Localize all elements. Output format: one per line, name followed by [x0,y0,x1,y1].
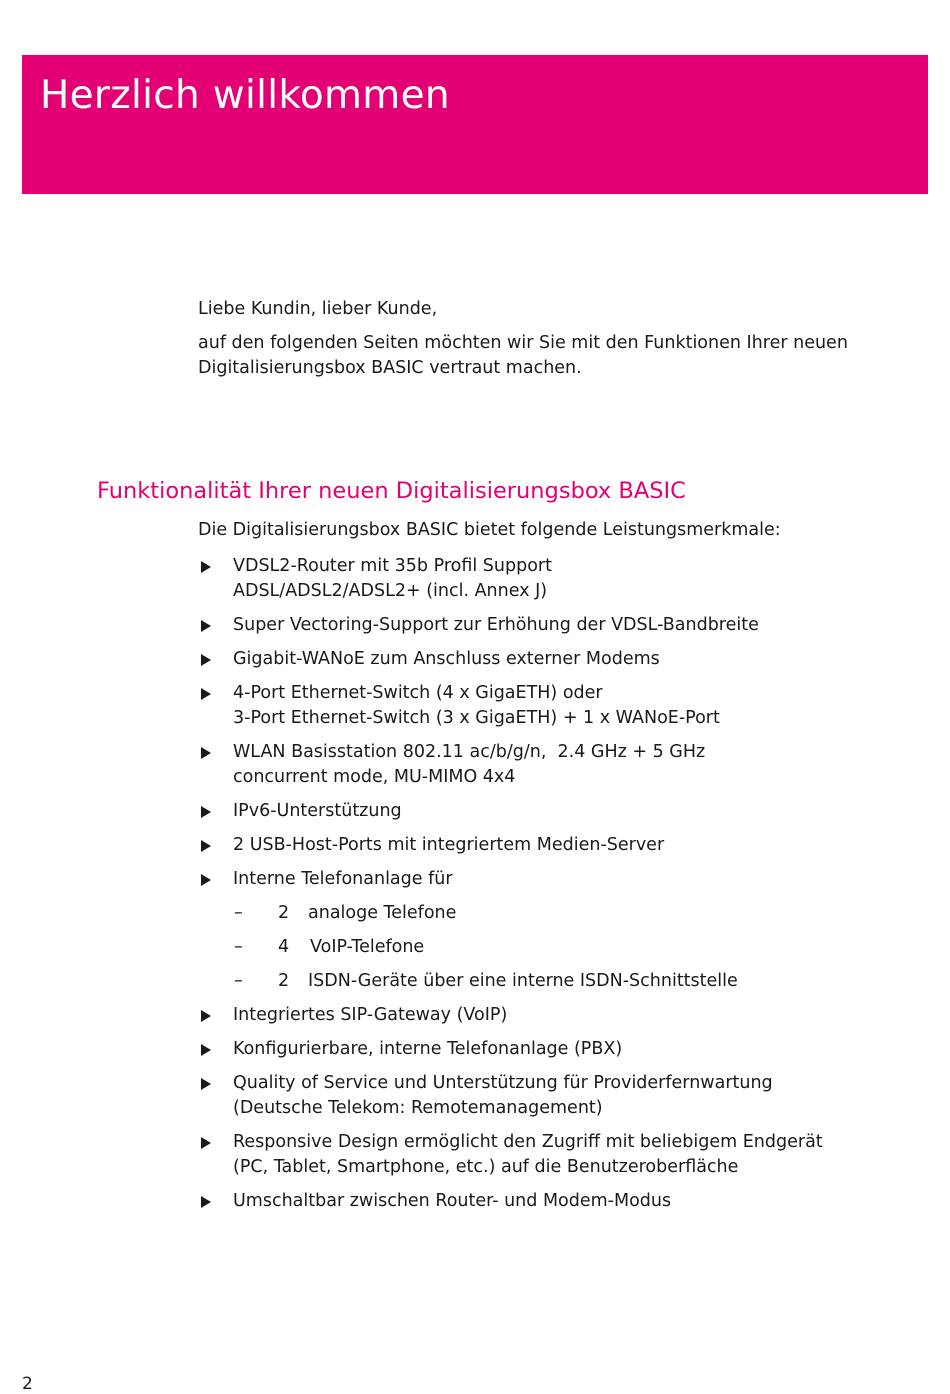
feature-line: (PC, Tablet, Smartphone, etc.) auf die Benutzeroberfläche [233,1157,739,1177]
feature-item [198,1071,918,1121]
triangle-bullet-icon [201,874,211,886]
feature-line: Konfigurierbare, interne Telefonanlage (PBX) [233,1039,623,1059]
intro-line: auf den folgenden Seiten möchten wir Sie mit den Funktionen Ihrer neuen [198,333,848,353]
triangle-bullet-icon [201,688,211,700]
feature-line: Super Vectoring-Support zur Erhöhung der VDSL-Bandbreite [233,615,759,635]
feature-item [198,681,918,731]
feature-line: VDSL2-Router mit 35b Profil Support [233,556,552,576]
intro-paragraph [198,331,918,381]
feature-line: Responsive Design ermöglicht den Zugriff mit beliebigem Endgerät [233,1132,823,1152]
triangle-bullet-icon [201,1044,211,1056]
feature-line: 3-Port Ethernet-Switch (3 x GigaETH) + 1 x WANoE-Port [233,708,720,728]
triangle-bullet-icon [201,1078,211,1090]
feature-item [198,1003,918,1028]
triangle-bullet-icon [201,1196,211,1208]
telephony-subitem [198,969,918,994]
dash-bullet: – [234,937,243,957]
device-count: 4 [278,937,290,957]
feature-line: WLAN Basisstation 802.11 ac/b/g/n, 2.4 GHz + 5 GHz [233,742,706,762]
feature-item [198,1189,918,1214]
feature-item [198,740,918,790]
feature-line: Integriertes SIP-Gateway (VoIP) [233,1005,508,1025]
feature-item [198,833,918,858]
section-intro: Die Digitalisierungsbox BASIC bietet folgende Leistungsmerkmale: [198,520,781,540]
feature-line: (Deutsche Telekom: Remotemanagement) [233,1098,603,1118]
intro-line: Digitalisierungsbox BASIC vertraut machen. [198,358,582,378]
feature-line: 4-Port Ethernet-Switch (4 x GigaETH) oder [233,683,603,703]
feature-item [198,1037,918,1062]
device-count: 2 [278,903,290,923]
feature-line: Gigabit-WANoE zum Anschluss externer Modems [233,649,660,669]
feature-line: Quality of Service und Unterstützung für Providerfernwartung [233,1073,773,1093]
header-banner [22,55,928,194]
feature-list [198,554,918,1223]
feature-item [198,867,918,892]
telephony-subitem [198,935,918,960]
triangle-bullet-icon [201,561,211,573]
telephony-subitem [198,901,918,926]
triangle-bullet-icon [201,806,211,818]
feature-line: Umschaltbar zwischen Router- und Modem-Modus [233,1191,672,1211]
feature-line: ADSL/ADSL2/ADSL2+ (incl. Annex J) [233,581,548,601]
triangle-bullet-icon [201,840,211,852]
feature-item [198,554,918,604]
device-label: VoIP-Telefone [310,937,425,957]
feature-item [198,647,918,672]
feature-line: 2 USB-Host-Ports mit integriertem Medien-Server [233,835,665,855]
device-label: ISDN-Geräte über eine interne ISDN-Schnittstelle [308,971,738,991]
feature-item [198,799,918,824]
feature-item [198,613,918,638]
triangle-bullet-icon [201,1010,211,1022]
triangle-bullet-icon [201,654,211,666]
page-title: Herzlich willkommen [40,73,450,118]
feature-line: Interne Telefonanlage für [233,869,453,889]
dash-bullet: – [234,903,243,923]
feature-item [198,1130,918,1180]
device-label: analoge Telefone [308,903,457,923]
greeting: Liebe Kundin, lieber Kunde, [198,299,438,319]
triangle-bullet-icon [201,747,211,759]
intro-text [198,297,918,381]
section-title: Funktionalität Ihrer neuen Digitalisierungsbox BASIC [97,478,686,504]
triangle-bullet-icon [201,620,211,632]
feature-line: IPv6-Unterstützung [233,801,402,821]
feature-line: concurrent mode, MU-MIMO 4x4 [233,767,516,787]
dash-bullet: – [234,971,243,991]
triangle-bullet-icon [201,1137,211,1149]
device-count: 2 [278,971,290,991]
page-number: 2 [22,1374,33,1394]
